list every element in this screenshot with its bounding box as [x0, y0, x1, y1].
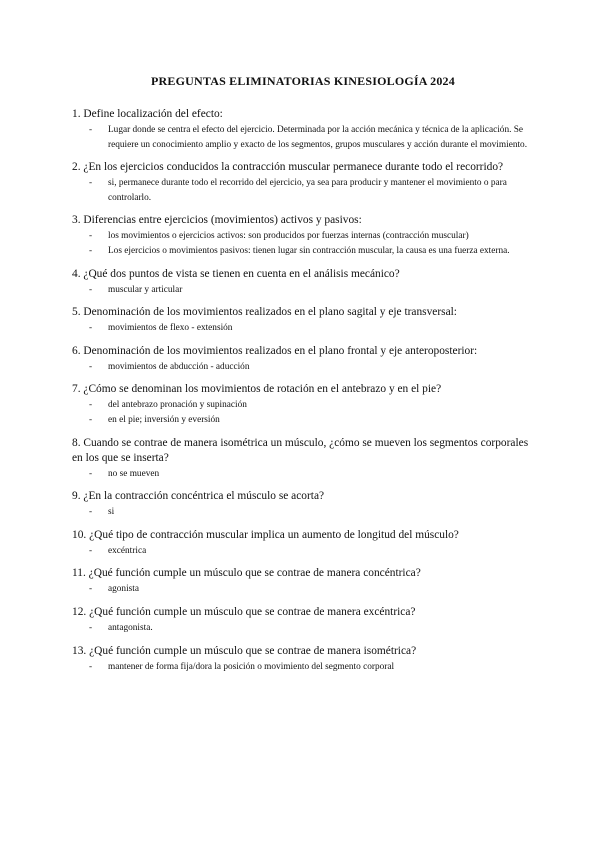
answer-item: [72, 505, 534, 520]
question-text: 11. ¿Qué función cumple un músculo que se contrae de manera concéntrica?: [72, 567, 421, 580]
answer-item: [72, 467, 534, 482]
answer-text: excéntrica: [108, 545, 147, 556]
answer-list: [72, 660, 534, 675]
answer-item: [72, 582, 534, 597]
bullet-dash-icon: -: [89, 468, 93, 479]
answer-text: Los ejercicios o movimientos pasivos: tienen lugar sin contracción muscular, la causa es una fuerza externa.: [108, 245, 510, 256]
answer-list: [72, 229, 534, 258]
answer-item: [72, 229, 534, 244]
question-block: [72, 382, 534, 427]
question-block: [72, 107, 534, 152]
answer-text: en el pie; inversión y eversión: [108, 414, 220, 425]
answer-item: [72, 123, 534, 152]
bullet-dash-icon: -: [89, 545, 93, 556]
bullet-dash-icon: -: [89, 414, 93, 425]
question-text: 1. Define localización del efecto:: [72, 108, 223, 120]
question-block: [72, 436, 534, 482]
question-text: 2. ¿En los ejercicios conducidos la contracción muscular permanece durante todo el recorrido?: [72, 161, 504, 174]
question-text: 13. ¿Qué función cumple un músculo que se contrae de manera isométrica?: [72, 644, 417, 657]
question-block: [72, 213, 534, 258]
bullet-dash-icon: -: [89, 323, 93, 334]
bullet-dash-icon: -: [89, 284, 93, 295]
question-block: [72, 267, 534, 298]
question-text: 8. Cuando se contrae de manera isométrica un músculo, ¿cómo se mueven los segmentos corporales en los que se inserta?: [72, 436, 529, 464]
answer-list: [72, 582, 534, 597]
question-block: [72, 160, 534, 205]
answer-text: del antebrazo pronación y supinación: [108, 400, 247, 411]
answer-list: [72, 505, 534, 520]
answer-item: [72, 176, 534, 205]
question-text: 4. ¿Qué dos puntos de vista se tienen en cuenta en el análisis mecánico?: [72, 267, 400, 280]
answer-text: mantener de forma fija/dora la posición o movimiento del segmento corporal: [108, 661, 395, 672]
question-text: 6. Denominación de los movimientos realizados en el plano frontal y eje anteroposterior:: [72, 344, 478, 357]
question-block: [72, 528, 534, 559]
answer-item: [72, 398, 534, 413]
question-text: 10. ¿Qué tipo de contracción muscular implica un aumento de longitud del músculo?: [72, 528, 459, 541]
question-block: [72, 605, 534, 636]
answer-list: [72, 123, 534, 152]
answer-text: muscular y articular: [108, 284, 183, 295]
answer-list: [72, 398, 534, 427]
bullet-dash-icon: -: [89, 231, 93, 242]
answer-text: si: [108, 507, 115, 518]
question-list: [72, 107, 534, 674]
answer-list: [72, 621, 534, 636]
answer-text: movimientos de abducción - aducción: [108, 361, 250, 372]
question-text: 3. Diferencias entre ejercicios (movimientos) activos y pasivos:: [72, 214, 362, 227]
bullet-dash-icon: -: [89, 178, 93, 189]
question-block: [72, 344, 534, 375]
answer-text: los movimientos o ejercicios activos: son producidos por fuerzas internas (contracción muscular): [108, 231, 469, 242]
bullet-dash-icon: -: [89, 125, 93, 135]
bullet-dash-icon: -: [89, 245, 93, 256]
answer-list: [72, 321, 534, 336]
answer-text: antagonista.: [108, 622, 153, 633]
answer-item: [72, 244, 534, 259]
question-block: [72, 566, 534, 597]
question-text: 12. ¿Qué función cumple un músculo que se contrae de manera excéntrica?: [72, 605, 416, 618]
answer-item: [72, 321, 534, 336]
question-text: 9. ¿En la contracción concéntrica el músculo se acorta?: [72, 490, 325, 503]
answer-list: [72, 467, 534, 482]
answer-item: [72, 360, 534, 375]
answer-text: si, permanece durante todo el recorrido del ejercicio, ya sea para producir y mantener el movimiento o para controlarlo.: [108, 178, 507, 203]
answer-item: [72, 544, 534, 559]
answer-item: [72, 413, 534, 428]
answer-item: [72, 283, 534, 298]
answer-list: [72, 283, 534, 298]
bullet-dash-icon: -: [89, 622, 93, 633]
bullet-dash-icon: -: [89, 661, 93, 672]
answer-text: no se mueven: [108, 468, 160, 479]
bullet-dash-icon: -: [89, 361, 93, 372]
document-title: PREGUNTAS ELIMINATORIAS KINESIOLOGÍA 2024: [151, 74, 455, 88]
bullet-dash-icon: -: [89, 584, 93, 595]
question-block: [72, 489, 534, 520]
bullet-dash-icon: -: [89, 507, 93, 518]
answer-list: [72, 176, 534, 205]
question-text: 7. ¿Cómo se denominan los movimientos de rotación en el antebrazo y en el pie?: [72, 383, 442, 396]
question-text: 5. Denominación de los movimientos realizados en el plano sagital y eje transversal:: [72, 306, 457, 319]
bullet-dash-icon: -: [89, 400, 93, 411]
answer-item: [72, 660, 534, 675]
answer-list: [72, 544, 534, 559]
answer-text: Lugar donde se centra el efecto del ejercicio. Determinada por la acción mecánica y técnica de la aplicación. Se requiere un conocimiento amplio y exacto de los segmentos, grupos musculares y acción durante el movimiento.: [108, 125, 528, 150]
question-block: [72, 305, 534, 336]
answer-item: [72, 621, 534, 636]
answer-list: [72, 360, 534, 375]
question-block: [72, 644, 534, 675]
document-page: [72, 74, 534, 682]
answer-text: agonista: [108, 584, 139, 595]
answer-text: movimientos de flexo - extensión: [108, 323, 233, 334]
